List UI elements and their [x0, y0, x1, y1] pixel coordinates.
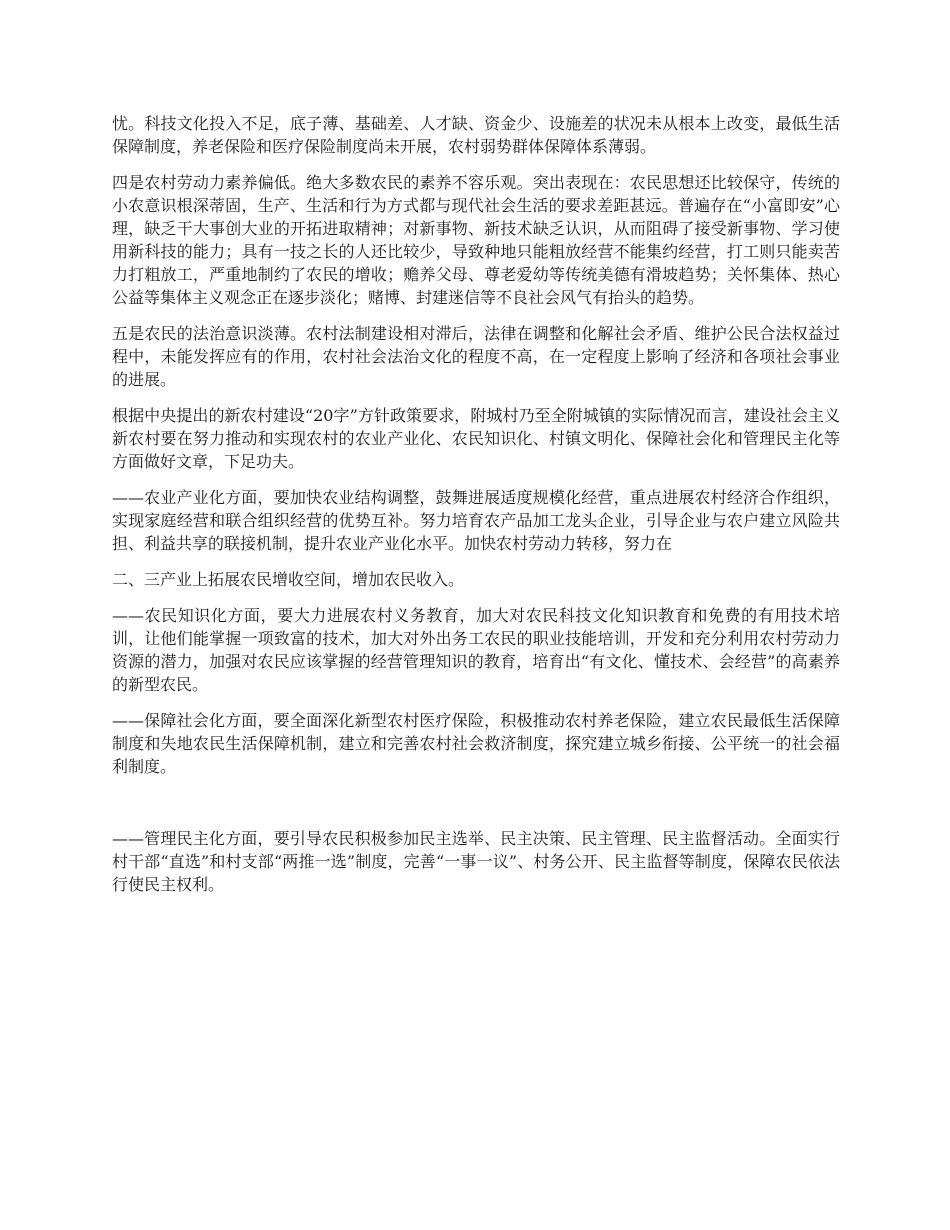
paragraph-3: 五是农民的法治意识淡薄。农村法制建设相对滞后，法律在调整和化解社会矛盾、维护公民合法权益过程中，未能发挥应有的作用，农村社会法治文化的程度不高，在一定程度上影响了经济和各项社会事业的进展。 — [112, 324, 840, 389]
blank-gap — [112, 791, 840, 827]
paragraph-5: ——农业产业化方面，要加快农业结构调整，鼓舞进展适度规模化经营，重点进展农村经济合作组织，实现家庭经营和联合组织经营的优势互补。努力培育农产品加工龙头企业，引导企业与农户建立风险共担、利益共享的联接机制，提升农业产业化水平。加快农村劳动力转移，努力在 — [112, 488, 840, 553]
paragraph-8: ——保障社会化方面，要全面深化新型农村医疗保险，积极推动农村养老保险，建立农民最低生活保障制度和失地农民生活保障机制，建立和完善农村社会救济制度，探究建立城乡衔接、公平统一的社会福利制度。 — [112, 711, 840, 776]
paragraph-7: ——农民知识化方面，要大力进展农村义务教育，加大对农民科技文化知识教育和免费的有用技术培训，让他们能掌握一项致富的技术，加大对外出务工农民的职业技能培训，开发和充分利用农村劳动力资源的潜力，加强对农民应该掌握的经营管理知识的教育，培育出“有文化、懂技术、会经营”的高素养的新型农民。 — [112, 606, 840, 694]
paragraph-6: 二、三产业上拓展农民增收空间，增加农民收入。 — [112, 570, 465, 589]
document-body — [112, 112, 840, 909]
paragraph-9: ——管理民主化方面，要引导农民积极参加民主选举、民主决策、民主管理、民主监督活动。全面实行村干部“直选”和村支部“两推一选”制度，完善“一事一议”、村务公开、民主监督等制度，保障农民依法行使民主权利。 — [112, 829, 840, 894]
paragraph-4: 根据中央提出的新农村建设“20字”方针政策要求，附城村乃至全附城镇的实际情况而言，建设社会主义新农村要在努力推动和实现农村的农业产业化、农民知识化、村镇文明化、保障社会化和管理民主化等方面做好文章，下足功夫。 — [112, 406, 840, 471]
paragraph-1: 忧。科技文化投入不足，底子薄、基础差、人才缺、资金少、设施差的状况未从根本上改变，最低生活保障制度，养老保险和医疗保险制度尚未开展，农村弱势群体保障体系薄弱。 — [112, 114, 840, 156]
paragraph-2: 四是农村劳动力素养偏低。绝大多数农民的素养不容乐观。突出表现在：农民思想还比较保守，传统的小农意识根深蒂固，生产、生活和行为方式都与现代社会生活的要求差距甚远。普遍存在“小富即安”心理，缺乏干大事创大业的开拓进取精神；对新事物、新技术缺乏认识，从而阻碍了接受新事物、学习使用新科技的能力；具有一技之长的人还比较少，导致种地只能粗放经营不能集约经营，打工则只能卖苦力打粗放工，严重地制约了农民的增收；赡养父母、尊老爱幼等传统美德有滑坡趋势；关怀集体、热心公益等集体主义观念正在逐步淡化；赌博、封建迷信等不良社会风气有抬头的趋势。 — [112, 173, 840, 307]
